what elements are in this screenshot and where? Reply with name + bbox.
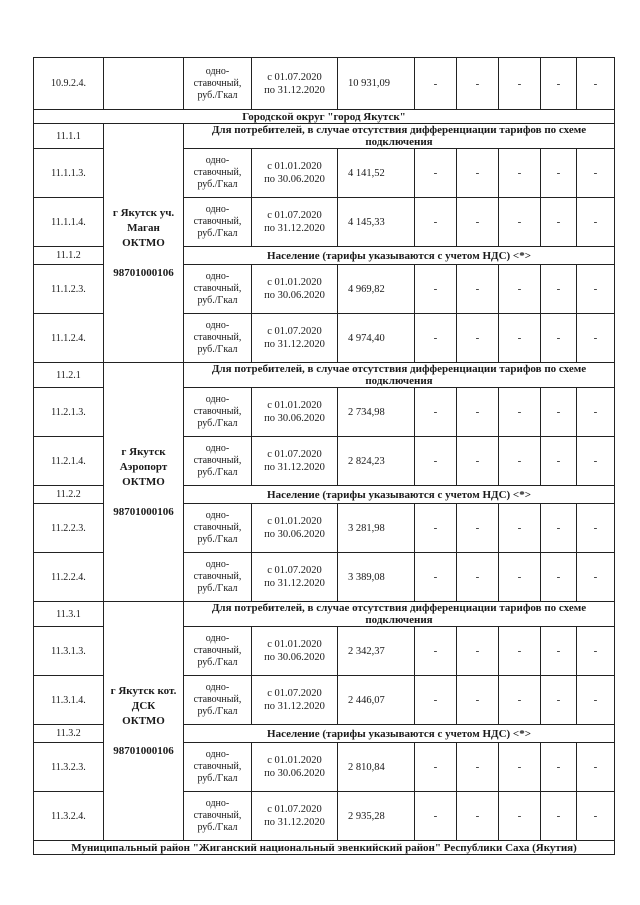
row-empty-cell: - xyxy=(457,149,499,198)
row-period xyxy=(252,58,338,110)
row-unit-line: одно- xyxy=(205,320,230,331)
row-empty-cell: - xyxy=(577,314,615,363)
row-empty-cell: - xyxy=(415,792,457,841)
row-empty-cell: - xyxy=(499,149,541,198)
row-period-line: по 30.06.2020 xyxy=(264,768,325,779)
row-empty-cell: - xyxy=(577,553,615,602)
row-number: 11.3.2.3. xyxy=(34,743,104,792)
row-period-line: с 01.07.2020 xyxy=(267,804,322,815)
row-empty-cell: - xyxy=(415,743,457,792)
row-empty-cell: - xyxy=(541,792,577,841)
row-period-line: с 01.07.2020 xyxy=(267,210,322,221)
group-title-line: Для потребителей, в случае отсутствия дифференциации тарифов по схеме xyxy=(211,602,587,614)
row-unit-line: одно- xyxy=(205,682,230,693)
row-empty-cell: - xyxy=(541,743,577,792)
group-title-line: Население (тарифы указываются с учетом НДС) <*> xyxy=(267,249,531,262)
row-unit-line: ставочный, xyxy=(193,406,242,417)
row-empty-cell: - xyxy=(457,792,499,841)
row-number: 11.2.1.4. xyxy=(34,437,104,486)
row-empty-cell: - xyxy=(499,627,541,676)
row-unit xyxy=(184,792,252,841)
row-unit xyxy=(184,437,252,486)
row-empty-cell: - xyxy=(457,553,499,602)
row-period-line: по 30.06.2020 xyxy=(264,652,325,663)
territory-cell-line: ОКТМО xyxy=(122,475,165,488)
row-unit-line: ставочный, xyxy=(193,761,242,772)
row-unit-line: ставочный, xyxy=(193,167,242,178)
row-unit-line: одно- xyxy=(205,559,230,570)
row-period-line: по 31.12.2020 xyxy=(264,462,325,473)
row-unit-line: одно- xyxy=(205,798,230,809)
row-unit-line: руб./Гкал xyxy=(197,295,238,306)
row-empty-cell: - xyxy=(499,792,541,841)
row-empty-cell: - xyxy=(541,388,577,437)
row-empty-cell: - xyxy=(499,553,541,602)
row-unit-line: одно- xyxy=(205,749,230,760)
territory-cell-line xyxy=(106,729,181,744)
row-period-line: по 31.12.2020 xyxy=(264,701,325,712)
row-unit-line: руб./Гкал xyxy=(197,657,238,668)
row-unit xyxy=(184,314,252,363)
row-unit xyxy=(184,198,252,247)
territory-cell xyxy=(104,58,184,110)
row-unit-line: ставочный, xyxy=(193,645,242,656)
territory-cell xyxy=(104,602,184,841)
group-title xyxy=(184,363,615,388)
row-unit-line: ставочный, xyxy=(193,694,242,705)
row-period-line: по 31.12.2020 xyxy=(264,84,325,96)
row-period xyxy=(252,198,338,247)
row-number: 11.2.2.4. xyxy=(34,553,104,602)
row-empty-cell: - xyxy=(457,743,499,792)
row-period-line: с 01.01.2020 xyxy=(267,639,322,650)
row-empty-cell: - xyxy=(499,314,541,363)
row-period xyxy=(252,743,338,792)
group-title xyxy=(184,602,615,627)
row-empty-cell: - xyxy=(457,676,499,725)
row-period xyxy=(252,504,338,553)
row-tariff-value: 3 389,08 xyxy=(338,553,415,602)
territory-cell-line xyxy=(106,490,181,505)
group-code: 11.3.2 xyxy=(34,725,104,743)
row-number: 11.1.2.4. xyxy=(34,314,104,363)
group-title-line: Для потребителей, в случае отсутствия дифференциации тарифов по схеме xyxy=(211,363,587,375)
row-period-line: с 01.07.2020 xyxy=(267,71,322,83)
row-tariff-value: 4 974,40 xyxy=(338,314,415,363)
row-period xyxy=(252,437,338,486)
row-tariff-value: 2 734,98 xyxy=(338,388,415,437)
row-period xyxy=(252,792,338,841)
row-empty-cell: - xyxy=(577,198,615,247)
row-unit-line: руб./Гкал xyxy=(197,706,238,717)
table-row xyxy=(34,58,615,110)
row-empty-cell: - xyxy=(415,437,457,486)
group-title-line: Население (тарифы указываются с учетом НДС) <*> xyxy=(267,727,531,740)
group-title-line: подключения xyxy=(365,614,433,626)
row-unit-line: руб./Гкал xyxy=(197,89,238,101)
row-empty-cell: - xyxy=(457,437,499,486)
row-empty-cell: - xyxy=(457,388,499,437)
row-tariff-value: 2 342,37 xyxy=(338,627,415,676)
row-unit-line: ставочный, xyxy=(193,810,242,821)
row-period-line: с 01.01.2020 xyxy=(267,755,322,766)
row-empty-cell: - xyxy=(499,58,541,110)
territory-cell-line: ДСК xyxy=(131,699,156,712)
row-unit-line: одно- xyxy=(205,204,230,215)
group-code: 11.2.2 xyxy=(34,486,104,504)
row-unit xyxy=(184,743,252,792)
row-unit-line: руб./Гкал xyxy=(197,344,238,355)
row-empty-cell: - xyxy=(577,388,615,437)
territory-cell-line: 98701000106 xyxy=(113,505,174,518)
row-empty-cell: - xyxy=(577,792,615,841)
territory-cell-line: Аэропорт xyxy=(119,460,168,473)
row-tariff-value: 2 810,84 xyxy=(338,743,415,792)
row-period-line: по 30.06.2020 xyxy=(264,290,325,301)
row-tariff-value: 2 935,28 xyxy=(338,792,415,841)
row-empty-cell: - xyxy=(577,504,615,553)
row-empty-cell: - xyxy=(541,265,577,314)
group-code: 11.3.1 xyxy=(34,602,104,627)
row-unit-line: руб./Гкал xyxy=(197,583,238,594)
row-period xyxy=(252,627,338,676)
row-unit-line: одно- xyxy=(205,394,230,405)
row-unit xyxy=(184,58,252,110)
group-code: 11.1.2 xyxy=(34,247,104,265)
territory-cell-line: 98701000106 xyxy=(113,744,174,757)
group-code: 11.1.1 xyxy=(34,124,104,149)
group-header-row xyxy=(34,602,615,627)
row-empty-cell: - xyxy=(457,198,499,247)
row-empty-cell: - xyxy=(541,198,577,247)
row-period-line: по 31.12.2020 xyxy=(264,578,325,589)
row-unit-line: ставочный, xyxy=(193,455,242,466)
row-empty-cell: - xyxy=(457,58,499,110)
group-title-line: Для потребителей, в случае отсутствия дифференциации тарифов по схеме xyxy=(211,124,587,136)
group-title xyxy=(184,725,615,743)
row-unit-line: ставочный, xyxy=(193,216,242,227)
row-unit xyxy=(184,504,252,553)
row-unit-line: руб./Гкал xyxy=(197,228,238,239)
row-period-line: с 01.01.2020 xyxy=(267,277,322,288)
row-unit xyxy=(184,265,252,314)
row-empty-cell: - xyxy=(415,676,457,725)
row-empty-cell: - xyxy=(499,743,541,792)
row-period-line: по 30.06.2020 xyxy=(264,174,325,185)
row-empty-cell: - xyxy=(457,504,499,553)
row-empty-cell: - xyxy=(541,314,577,363)
row-number: 11.3.1.4. xyxy=(34,676,104,725)
row-period-line: с 01.07.2020 xyxy=(267,326,322,337)
row-tariff-value: 4 969,82 xyxy=(338,265,415,314)
row-empty-cell: - xyxy=(577,149,615,198)
row-unit xyxy=(184,676,252,725)
row-unit-line: руб./Гкал xyxy=(197,822,238,833)
city-header: Городской округ "город Якутск" xyxy=(34,110,615,124)
row-period-line: с 01.07.2020 xyxy=(267,565,322,576)
row-unit-line: одно- xyxy=(205,271,230,282)
row-empty-cell: - xyxy=(541,437,577,486)
territory-cell xyxy=(104,124,184,363)
row-period-line: с 01.01.2020 xyxy=(267,161,322,172)
row-empty-cell: - xyxy=(577,437,615,486)
row-empty-cell: - xyxy=(415,314,457,363)
row-empty-cell: - xyxy=(577,265,615,314)
row-empty-cell: - xyxy=(457,265,499,314)
row-period-line: с 01.01.2020 xyxy=(267,516,322,527)
row-empty-cell: - xyxy=(457,314,499,363)
group-title xyxy=(184,124,615,149)
row-empty-cell: - xyxy=(415,198,457,247)
row-number: 11.3.1.3. xyxy=(34,627,104,676)
row-unit-line: одно- xyxy=(205,510,230,521)
row-empty-cell: - xyxy=(577,627,615,676)
row-unit-line: ставочный, xyxy=(193,77,242,89)
group-title-line: Население (тарифы указываются с учетом НДС) <*> xyxy=(267,488,531,501)
row-empty-cell: - xyxy=(415,265,457,314)
row-unit-line: ставочный, xyxy=(193,332,242,343)
group-code: 11.2.1 xyxy=(34,363,104,388)
row-empty-cell: - xyxy=(577,58,615,110)
row-number: 11.1.2.3. xyxy=(34,265,104,314)
row-unit-line: ставочный, xyxy=(193,283,242,294)
row-number: 11.1.1.3. xyxy=(34,149,104,198)
row-unit xyxy=(184,553,252,602)
row-empty-cell: - xyxy=(415,553,457,602)
group-title-line: подключения xyxy=(365,136,433,148)
row-unit-line: руб./Гкал xyxy=(197,773,238,784)
territory-cell-line: г Якутск кот. xyxy=(110,684,177,697)
row-unit xyxy=(184,388,252,437)
row-unit xyxy=(184,149,252,198)
territory-cell-line xyxy=(106,251,181,266)
row-unit-line: руб./Гкал xyxy=(197,179,238,190)
row-period-line: по 31.12.2020 xyxy=(264,339,325,350)
row-empty-cell: - xyxy=(541,149,577,198)
row-period xyxy=(252,676,338,725)
group-title-line: подключения xyxy=(365,375,433,387)
row-number: 11.3.2.4. xyxy=(34,792,104,841)
row-period xyxy=(252,314,338,363)
row-unit-line: одно- xyxy=(205,443,230,454)
row-period-line: по 30.06.2020 xyxy=(264,529,325,540)
tariff-table xyxy=(33,57,615,855)
row-unit-line: ставочный, xyxy=(193,571,242,582)
row-unit xyxy=(184,627,252,676)
group-header-row xyxy=(34,124,615,149)
row-tariff-value: 10 931,09 xyxy=(338,58,415,110)
row-number: 10.9.2.4. xyxy=(34,58,104,110)
row-unit-line: руб./Гкал xyxy=(197,534,238,545)
row-period-line: по 31.12.2020 xyxy=(264,817,325,828)
municipality-header: Муниципальный район "Жиганский национальный эвенкийский район" Республики Саха (Якутия) xyxy=(34,841,615,855)
row-empty-cell: - xyxy=(499,504,541,553)
row-empty-cell: - xyxy=(457,627,499,676)
row-empty-cell: - xyxy=(541,58,577,110)
territory-cell xyxy=(104,363,184,602)
row-period-line: по 31.12.2020 xyxy=(264,223,325,234)
row-period xyxy=(252,265,338,314)
row-empty-cell: - xyxy=(499,676,541,725)
row-empty-cell: - xyxy=(499,437,541,486)
row-period-line: с 01.01.2020 xyxy=(267,400,322,411)
territory-cell-line: 98701000106 xyxy=(113,266,174,279)
group-header-row xyxy=(34,363,615,388)
territory-cell-line: Маган xyxy=(127,221,160,234)
row-period xyxy=(252,149,338,198)
territory-cell-line: г Якутск уч. xyxy=(112,206,175,219)
row-empty-cell: - xyxy=(541,627,577,676)
territory-cell-line: ОКТМО xyxy=(122,236,165,249)
row-period-line: по 30.06.2020 xyxy=(264,413,325,424)
row-empty-cell: - xyxy=(415,149,457,198)
row-empty-cell: - xyxy=(541,504,577,553)
row-period-line: с 01.07.2020 xyxy=(267,688,322,699)
row-unit-line: одно- xyxy=(205,633,230,644)
group-title xyxy=(184,247,615,265)
row-unit-line: руб./Гкал xyxy=(197,467,238,478)
territory-cell-line: г Якутск xyxy=(121,445,166,458)
row-empty-cell: - xyxy=(577,743,615,792)
row-tariff-value: 2 824,23 xyxy=(338,437,415,486)
row-tariff-value: 3 281,98 xyxy=(338,504,415,553)
row-unit-line: одно- xyxy=(205,155,230,166)
group-title xyxy=(184,486,615,504)
row-tariff-value: 4 145,33 xyxy=(338,198,415,247)
row-empty-cell: - xyxy=(415,388,457,437)
row-unit-line: ставочный, xyxy=(193,522,242,533)
row-empty-cell: - xyxy=(499,198,541,247)
row-empty-cell: - xyxy=(541,676,577,725)
row-empty-cell: - xyxy=(415,627,457,676)
row-unit-line: одно- xyxy=(205,65,230,77)
row-period xyxy=(252,553,338,602)
row-empty-cell: - xyxy=(499,388,541,437)
row-tariff-value: 2 446,07 xyxy=(338,676,415,725)
row-empty-cell: - xyxy=(499,265,541,314)
row-period xyxy=(252,388,338,437)
row-empty-cell: - xyxy=(415,58,457,110)
row-number: 11.2.1.3. xyxy=(34,388,104,437)
row-empty-cell: - xyxy=(577,676,615,725)
row-tariff-value: 4 141,52 xyxy=(338,149,415,198)
row-empty-cell: - xyxy=(415,504,457,553)
row-period-line: с 01.07.2020 xyxy=(267,449,322,460)
row-unit-line: руб./Гкал xyxy=(197,418,238,429)
row-number: 11.2.2.3. xyxy=(34,504,104,553)
row-number: 11.1.1.4. xyxy=(34,198,104,247)
row-empty-cell: - xyxy=(541,553,577,602)
territory-cell-line: ОКТМО xyxy=(122,714,165,727)
